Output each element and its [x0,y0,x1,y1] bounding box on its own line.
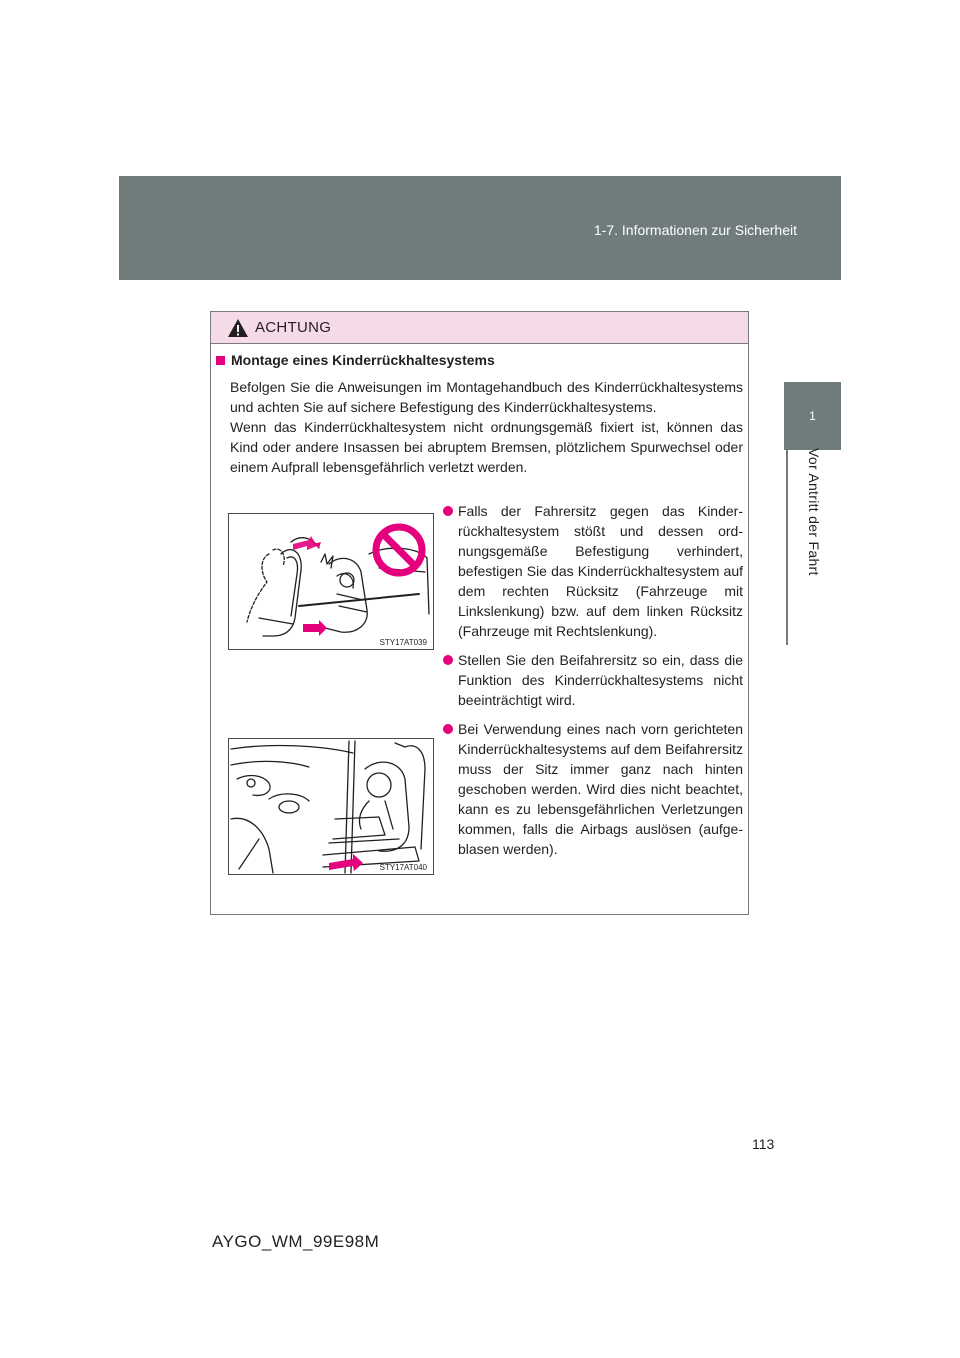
bullet-item [443,719,743,859]
warning-box [210,311,749,915]
section-header-band [119,176,841,280]
chapter-tab[interactable] [784,382,841,450]
figure-code: STY17AT040 [379,863,427,872]
bullet-text: Stellen Sie den Beifahrersitz so ein, dass die Funktion des Kinderrückhaltesystems nicht beeinträchtigt wird. [458,652,743,708]
bullet-text: Bei Verwendung eines nach vorn gerichteten Kinderrückhaltesystems auf dem Beifahrersitz muss der Sitz immer ganz nach hinten geschoben werden. Wird dies nicht beachtet, kann es zu lebensgefährlichen Verletzungen kommen, falls die Airbags auslösen (aufgeblasen werden). [458,721,743,857]
subheading-text: Montage eines Kinderrückhaltesystems [231,352,495,368]
page-number: 113 [752,1136,775,1152]
figure-passenger-seat [228,738,434,875]
chapter-title: Vor Antritt der Fahrt [806,448,822,576]
arrow-icon [303,620,327,636]
warning-triangle-icon [227,318,249,338]
chapter-number: 1 [809,409,816,423]
warning-header [211,312,748,344]
figure-seat-collision [228,513,434,650]
warning-title: ACHTUNG [255,319,332,336]
bullet-dot-icon [443,655,453,665]
warning-subheading [216,352,495,368]
prohibited-sign-icon [376,527,422,573]
intro-paragraph: Befolgen Sie die Anweisungen im Montagehandbuch des Kinderrückhaltesystems und achten Sie auf sichere Befestigung des Kinderrückhaltesystems. [230,379,743,415]
bullet-list [443,501,743,868]
figure-code: STY17AT039 [379,638,427,647]
passenger-seat-illustration [229,739,433,874]
bullet-dot-icon [443,724,453,734]
square-bullet-icon [216,356,225,365]
bullet-dot-icon [443,506,453,516]
bullet-text: Falls der Fahrersitz gegen das Kinderrückhaltesystem stößt und dessen ordnungsgemäße Befestigung verhindert, befestigen Sie das Kinderrückhaltesystem auf dem rechten Rücksitz (Fahrzeuge mit Linkslenkung) bzw. auf dem linken Rücksitz (Fahrzeuge mit Rechtslenkung). [458,503,743,639]
bullet-item [443,501,743,641]
chapter-rule [786,450,788,645]
manual-code: AYGO_WM_99E98M [212,1232,380,1251]
intro-paragraph: Wenn das Kinderrückhaltesystem nicht ordnungsgemäß fixiert ist, können das Kind oder andere Insassen bei abruptem Bremsen, plötzlichem Spurwechsel oder einem Aufprall lebensgefährlich verletzt werden. [230,419,743,475]
seat-collision-illustration [229,514,433,649]
bullet-item [443,650,743,710]
intro-text [230,377,743,477]
section-title: 1-7. Informationen zur Sicherheit [593,222,797,238]
